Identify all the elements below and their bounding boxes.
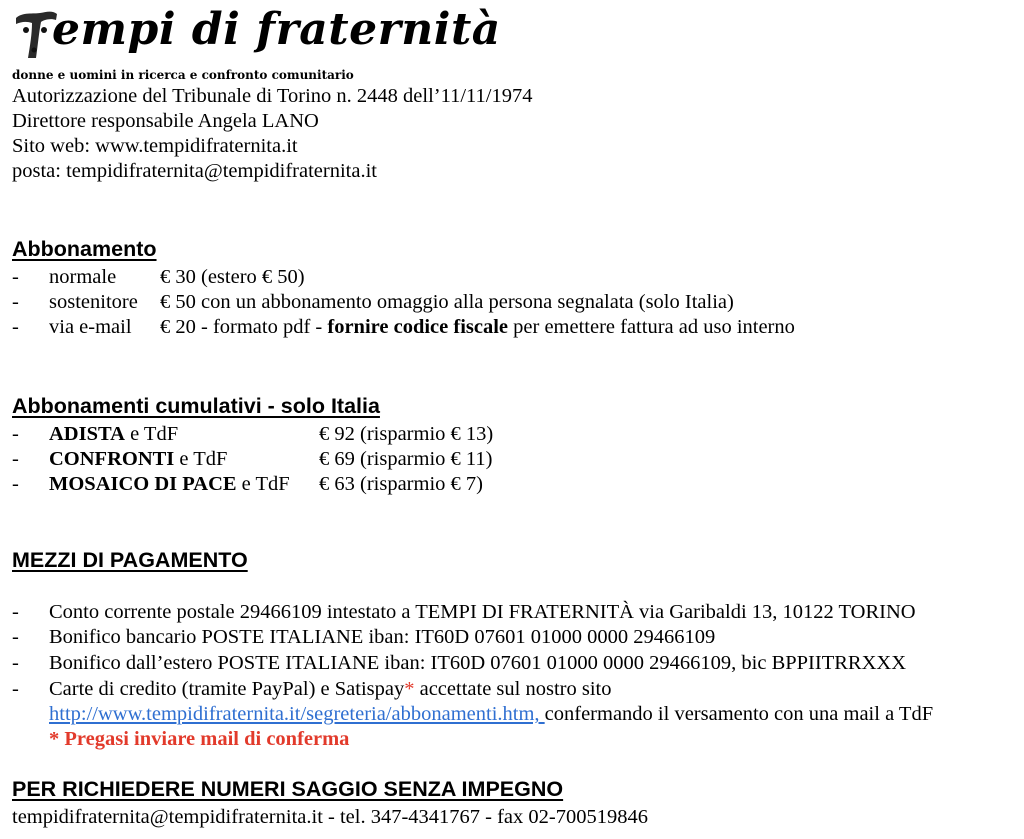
item-label	[49, 423, 178, 446]
list-dash: -	[12, 266, 19, 288]
item-label: via e-mail	[49, 316, 132, 338]
asterisk-mark: *	[404, 678, 415, 700]
magazine-suffix: e TdF	[236, 473, 290, 495]
heading-cumulativi: Abbonamenti cumulativi - solo Italia	[12, 394, 380, 418]
info-line-authorization: Autorizzazione del Tribunale di Torino n. 2448 dell’11/11/1974	[12, 85, 533, 107]
saggio-contact: tempidifraternita@tempidifraternita.it - tel. 347-4341767 - fax 02-700519846	[12, 806, 648, 828]
list-dash: -	[12, 473, 19, 495]
payment-method: Bonifico bancario POSTE ITALIANE iban: IT60D 07601 01000 0000 29466109	[49, 626, 716, 648]
price-part: per emettere fattura ad uso interno	[508, 316, 795, 338]
confirmation-note: * Pregasi inviare mail di conferma	[49, 728, 350, 750]
card-text: Carte di credito (tramite PayPal) e Satispay	[49, 678, 405, 700]
item-price	[160, 316, 795, 339]
abbonamenti-link[interactable]: http://www.tempidifraternita.it/segreteria/abbonamenti.htm,	[49, 703, 545, 725]
list-dash: -	[12, 448, 19, 470]
masthead-tagline: donne e uomini in ricerca e confronto comunitario	[12, 68, 354, 82]
info-line-director: Direttore responsabile Angela LANO	[12, 110, 319, 132]
payment-method	[49, 678, 611, 701]
masthead-title: empi di fraternità	[52, 4, 501, 55]
item-label: sostenitore	[49, 291, 138, 313]
item-price: € 30 (estero € 50)	[160, 266, 305, 288]
item-price: € 69 (risparmio € 11)	[319, 448, 493, 470]
link-tail: confermando il versamento con una mail a TdF	[544, 703, 934, 725]
list-dash: -	[12, 291, 19, 313]
payment-method: Bonifico dall’estero POSTE ITALIANE iban: IT60D 07601 01000 0000 29466109, bic BPPIITRRXXX	[49, 652, 906, 674]
item-label	[49, 448, 227, 471]
info-line-website: Sito web: www.tempidifraternita.it	[12, 135, 298, 157]
list-dash: -	[12, 601, 19, 623]
magazine-name: MOSAICO DI PACE	[49, 473, 237, 495]
list-dash: -	[12, 678, 19, 700]
magazine-name: CONFRONTI	[49, 448, 175, 470]
item-price: € 50 con un abbonamento omaggio alla persona segnalata (solo Italia)	[160, 291, 734, 313]
heading-abbonamento: Abbonamento	[12, 237, 157, 261]
list-dash: -	[12, 316, 19, 338]
link-line	[49, 703, 933, 726]
heading-pagamento: MEZZI DI PAGAMENTO	[12, 548, 248, 572]
item-price: € 63 (risparmio € 7)	[319, 473, 483, 495]
list-dash: -	[12, 652, 19, 674]
info-line-email: posta: tempidifraternita@tempidifraternita.it	[12, 160, 377, 182]
list-dash: -	[12, 626, 19, 648]
payment-method: Conto corrente postale 29466109 intestato a TEMPI DI FRATERNITÀ via Garibaldi 13, 10122 TORINO	[49, 601, 916, 623]
price-part: € 20 - formato pdf -	[160, 316, 328, 338]
card-tail: accettate sul nostro sito	[414, 678, 612, 700]
magazine-suffix: e TdF	[124, 423, 179, 445]
item-label: normale	[49, 266, 117, 288]
magazine-name: ADISTA	[49, 423, 125, 445]
list-dash: -	[12, 423, 19, 445]
price-bold-part: fornire codice fiscale	[327, 316, 509, 338]
item-price: € 92 (risparmio € 13)	[319, 423, 494, 445]
item-label	[49, 473, 290, 496]
magazine-suffix: e TdF	[174, 448, 228, 470]
heading-saggio: PER RICHIEDERE NUMERI SAGGIO SENZA IMPEGNO	[12, 777, 564, 801]
